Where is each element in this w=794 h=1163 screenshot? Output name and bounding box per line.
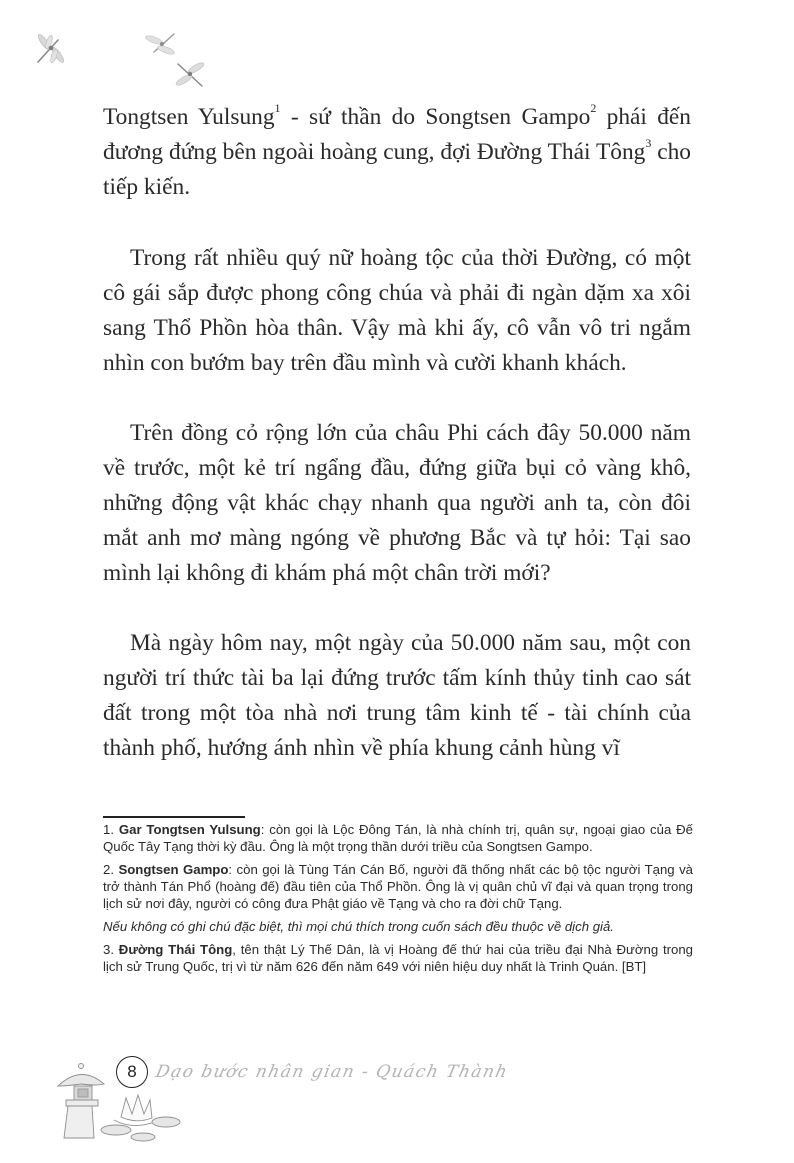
translator-note: Nếu không có ghi chú đặc biệt, thì mọi chú thích trong cuốn sách đều thuộc về dịch giả. — [103, 919, 614, 934]
footnote-text: : còn gọi là Tùng Tán Cán Bố, người đã thống nhất các bộ tộc người Tạng và trở thành Tán Phổ (hoàng đế) đầu tiên của Thổ Phồn. Ông là vị quân chủ vĩ đại và quan trọng trong lịch sử nơi đây, người có công đưa Phật giáo về Tạng và cho ra đời chữ Tạng. — [103, 862, 693, 911]
text-run: cho tiếp kiến. — [103, 139, 691, 200]
dragonfly-icon — [142, 28, 180, 62]
footnote-2 — [103, 861, 693, 912]
footnote-divider — [103, 816, 245, 818]
footnote-ref[interactable]: 2 — [590, 101, 597, 115]
footnote-number: 3. — [103, 942, 114, 957]
footnote-1 — [103, 821, 693, 855]
paragraph — [103, 416, 691, 591]
dragonfly-icon — [30, 30, 70, 70]
footnote-term: Songtsen Gampo — [118, 862, 229, 877]
paragraph-text: Trong rất nhiều quý nữ hoàng tộc của thời Đường, có một cô gái sắp được phong công chúa và phải đi ngàn dặm xa xôi sang Thổ Phồn hòa thân. Vậy mà khi ấy, cô vẫn vô tri ngắm nhìn con bướm bay trên đầu mình và cười khanh khách. — [103, 245, 691, 376]
text-run: phái đến đương đứng bên ngoài hoàng cung, đợi Đường Thái Tông — [103, 104, 691, 165]
footnote-text: : còn gọi là Lộc Đông Tán, là nhà chính trị, quân sự, ngoại giao của Đế Quốc Tây Tạng thời kỳ đầu. Ông là một trọng thần dưới triều của Songtsen Gampo. — [103, 822, 693, 854]
footnote-text: , tên thật Lý Thế Dân, là vị Hoàng đế thứ hai của triều đại Nhà Đường trong lịch sử Trung Quốc, trị vì từ năm 626 đến năm 649 với niên hiệu duy nhất là Trinh Quán. [BT] — [103, 942, 694, 974]
running-title: Dạo bước nhân gian - Quách Thành — [153, 1062, 511, 1082]
text-run: Tongtsen Yulsung — [103, 104, 275, 130]
footnote-3 — [103, 941, 693, 975]
dragonfly-icon — [172, 58, 208, 90]
footnotes — [103, 821, 693, 981]
footnote-number: 1. — [103, 822, 114, 837]
paragraph — [103, 241, 691, 381]
footnote-ref[interactable]: 1 — [274, 101, 281, 115]
page-number: 8 — [116, 1056, 148, 1088]
text-run: - sứ thần do Songtsen Gampo — [280, 104, 591, 130]
footnote-term: Gar Tongtsen Yulsung — [118, 822, 261, 837]
paragraph-text: Mà ngày hôm nay, một ngày của 50.000 năm sau, một con người trí thức tài ba lại đứng trước tấm kính thủy tinh cao sát đất trong một tòa nhà nơi trung tâm kinh tế - tài chính của thành phố, hướng ánh nhìn về phía khung cảnh hùng vĩ — [103, 630, 691, 761]
footnote-number: 2. — [103, 862, 114, 877]
paragraph-text: Trên đồng cỏ rộng lớn của châu Phi cách đây 50.000 năm về trước, một kẻ trí ngẩng đầu, đứng giữa bụi cỏ vàng khô, những động vật khác chạy nhanh qua người anh ta, còn đôi mắt anh mơ màng ngóng về phương Bắc và tự hỏi: Tại sao mình lại không đi khám phá một chân trời mới? — [103, 420, 691, 586]
footnote-term: Đường Thái Tông — [118, 942, 233, 957]
paragraph-continued — [103, 100, 691, 205]
footnote-ref[interactable]: 3 — [645, 136, 652, 150]
paragraph — [103, 626, 691, 766]
